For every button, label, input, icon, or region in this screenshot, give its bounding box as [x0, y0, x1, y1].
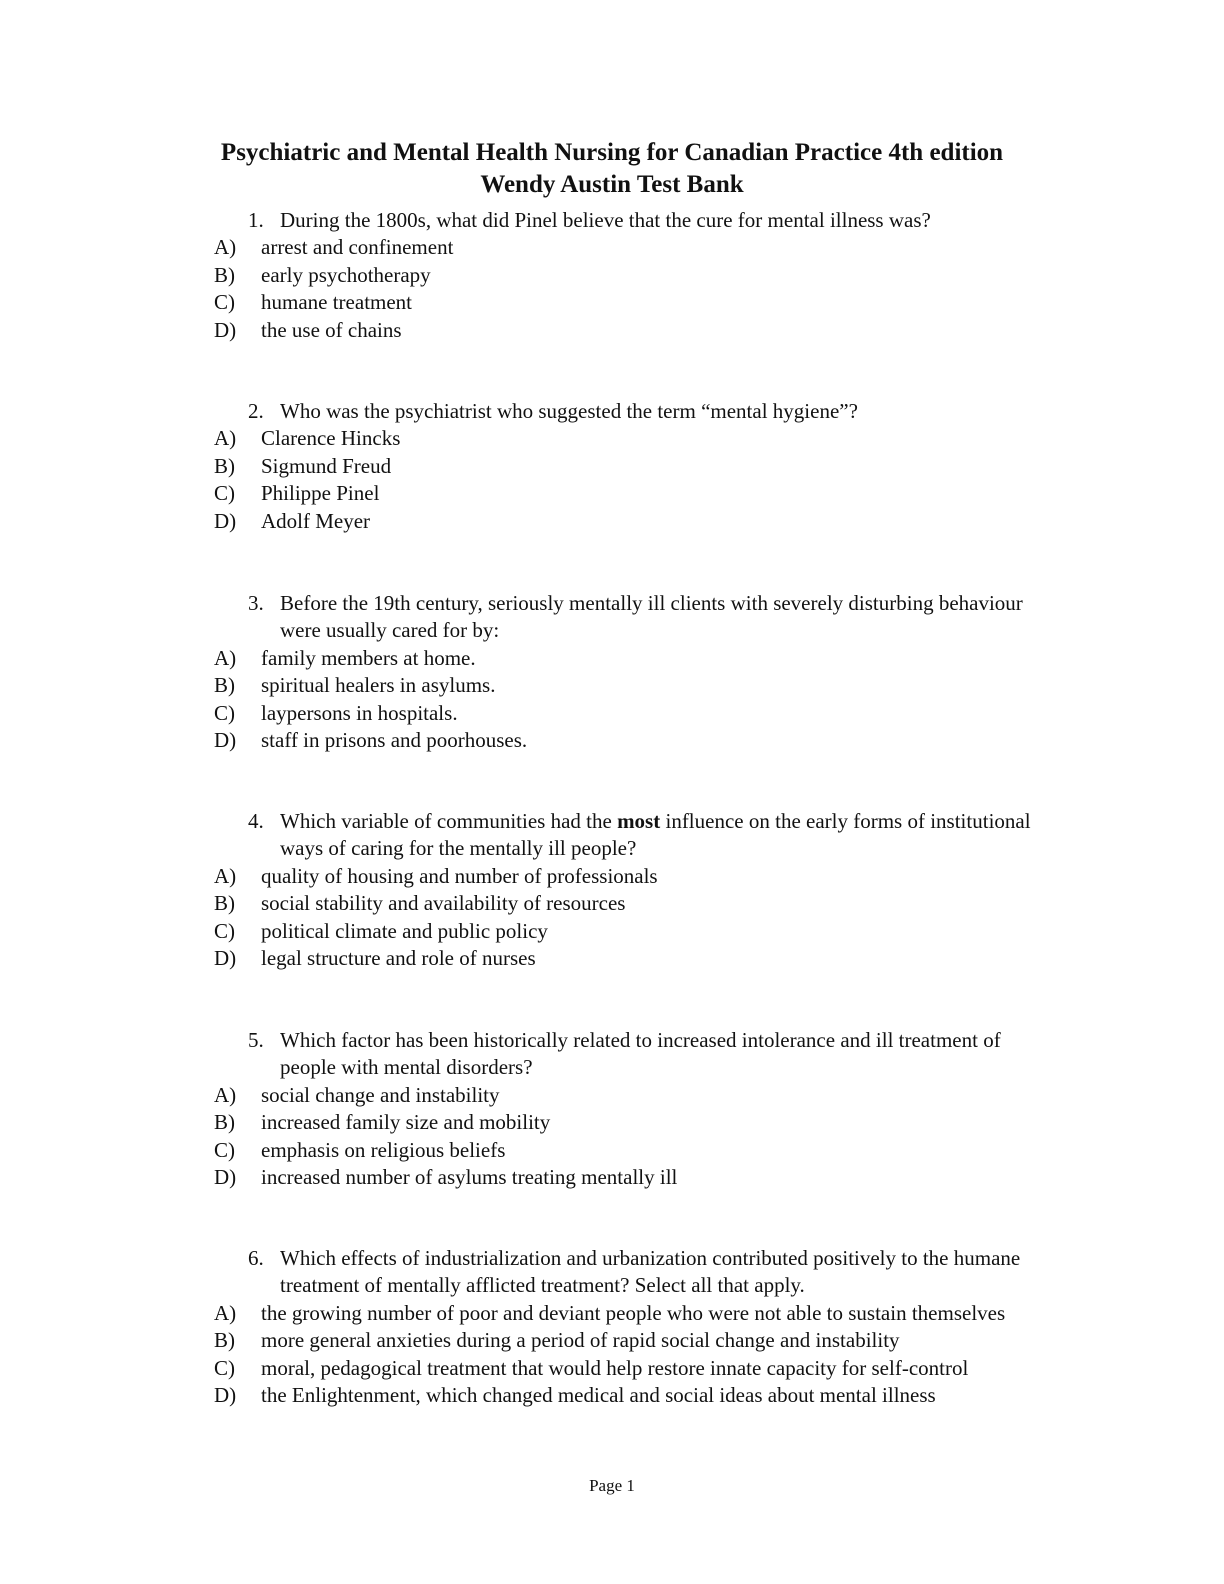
question-2	[0, 398, 1224, 535]
option-text: humane treatment	[261, 290, 413, 315]
answer-option-d	[0, 508, 1041, 535]
question-text: Who was the psychiatrist who suggested the term “mental hygiene”?	[280, 399, 858, 423]
answer-option-d	[0, 727, 1041, 754]
option-letter: C)	[214, 700, 235, 725]
answer-option-c	[0, 918, 1041, 945]
answer-option-b	[0, 262, 1041, 289]
answer-option-a	[0, 1300, 1041, 1327]
option-letter: A)	[214, 645, 237, 670]
answer-option-b	[0, 890, 1041, 917]
question-text: Which factor has been historically related to increased intolerance and ill treatment of people with mental disorders?	[280, 1028, 1001, 1080]
question-4	[0, 808, 1224, 972]
option-text: family members at home.	[261, 645, 476, 670]
question-text: Which effects of industrialization and urbanization contributed positively to the humane treatment of mentally afflicted treatment? Select all that apply.	[280, 1246, 1021, 1298]
option-text: Adolf Meyer	[261, 508, 371, 533]
answer-option-d	[0, 1164, 1041, 1191]
answer-option-c	[0, 1355, 1041, 1382]
option-letter: D)	[214, 946, 237, 971]
option-letter: A)	[214, 863, 237, 888]
option-text: arrest and confinement	[261, 235, 454, 260]
option-text: increased number of asylums treating mentally ill	[261, 1165, 678, 1190]
answer-option-d	[0, 945, 1041, 972]
option-letter: D)	[214, 1383, 237, 1408]
option-text: spiritual healers in asylums.	[261, 673, 496, 698]
option-text: more general anxieties during a period of rapid social change and instability	[261, 1328, 900, 1353]
answer-option-b	[0, 453, 1041, 480]
question-text-emphasis: most	[617, 809, 661, 833]
question-number: 3.	[248, 591, 264, 615]
question-stem	[0, 1245, 1050, 1300]
question-stem	[0, 207, 1050, 234]
option-text: the growing number of poor and deviant people who were not able to sustain themselves	[261, 1300, 1006, 1325]
option-text: political climate and public policy	[261, 918, 548, 943]
question-number: 5.	[248, 1028, 264, 1052]
page-number: Page 1	[589, 1476, 635, 1495]
question-number: 2.	[248, 399, 264, 423]
option-letter: A)	[214, 235, 237, 260]
option-text: Philippe Pinel	[261, 481, 380, 506]
option-text: staff in prisons and poorhouses.	[261, 728, 528, 753]
option-text: emphasis on religious beliefs	[261, 1137, 506, 1162]
answer-option-a	[0, 645, 1041, 672]
option-text: Clarence Hincks	[261, 426, 401, 451]
answer-option-c	[0, 289, 1041, 316]
answer-option-b	[0, 1327, 1041, 1354]
question-stem	[0, 398, 1050, 425]
question-text-after: influence on the early forms of institutional ways of caring for the mentally ill people?	[280, 809, 1031, 861]
option-letter: C)	[214, 481, 235, 506]
option-text: increased family size and mobility	[261, 1110, 551, 1135]
question-number: 6.	[248, 1246, 264, 1270]
option-letter: A)	[214, 1082, 237, 1107]
option-letter: A)	[214, 1300, 237, 1325]
answer-option-d	[0, 1382, 1041, 1409]
option-text: the Enlightenment, which changed medical and social ideas about mental illness	[261, 1383, 936, 1408]
option-letter: D)	[214, 1165, 237, 1190]
question-stem	[0, 1027, 1050, 1082]
option-text: social change and instability	[261, 1082, 500, 1107]
question-6	[0, 1245, 1224, 1409]
option-letter: C)	[214, 918, 235, 943]
option-letter: A)	[214, 426, 237, 451]
answer-option-b	[0, 1109, 1041, 1136]
option-text: legal structure and role of nurses	[261, 946, 536, 971]
option-letter: D)	[214, 728, 237, 753]
answer-option-a	[0, 863, 1041, 890]
question-stem	[0, 590, 1050, 645]
answer-option-b	[0, 672, 1041, 699]
option-text: Sigmund Freud	[261, 453, 392, 478]
question-number: 1.	[248, 208, 264, 232]
question-text: During the 1800s, what did Pinel believe that the cure for mental illness was?	[280, 208, 931, 232]
question-stem	[0, 808, 1050, 863]
answer-option-c	[0, 1137, 1041, 1164]
question-5	[0, 1027, 1224, 1191]
option-text: quality of housing and number of professionals	[261, 863, 658, 888]
option-letter: B)	[214, 453, 235, 478]
answer-option-a	[0, 234, 1041, 261]
document-title	[0, 137, 1224, 201]
answer-option-a	[0, 1082, 1041, 1109]
question-3	[0, 590, 1224, 754]
option-text: laypersons in hospitals.	[261, 700, 458, 725]
answer-option-c	[0, 480, 1041, 507]
option-text: social stability and availability of resources	[261, 891, 626, 916]
option-letter: C)	[214, 1137, 235, 1162]
question-1	[0, 207, 1224, 344]
option-letter: B)	[214, 1328, 235, 1353]
option-letter: B)	[214, 891, 235, 916]
answer-option-c	[0, 700, 1041, 727]
title-line-2: Wendy Austin Test Bank	[480, 171, 744, 198]
option-letter: B)	[214, 673, 235, 698]
option-letter: D)	[214, 317, 237, 342]
question-number: 4.	[248, 809, 264, 833]
option-text: the use of chains	[261, 317, 402, 342]
option-text: moral, pedagogical treatment that would help restore innate capacity for self-control	[261, 1355, 969, 1380]
answer-option-a	[0, 425, 1041, 452]
option-letter: C)	[214, 1355, 235, 1380]
answer-option-d	[0, 317, 1041, 344]
option-letter: C)	[214, 290, 235, 315]
option-letter: D)	[214, 508, 237, 533]
option-letter: B)	[214, 1110, 235, 1135]
option-letter: B)	[214, 262, 235, 287]
question-text-before: Which variable of communities had the	[280, 809, 618, 833]
title-line-1: Psychiatric and Mental Health Nursing for Canadian Practice 4th edition	[220, 139, 1004, 166]
option-text: early psychotherapy	[261, 262, 431, 287]
question-text: Before the 19th century, seriously mentally ill clients with severely disturbing behaviour were usually cared for by:	[280, 591, 1023, 643]
